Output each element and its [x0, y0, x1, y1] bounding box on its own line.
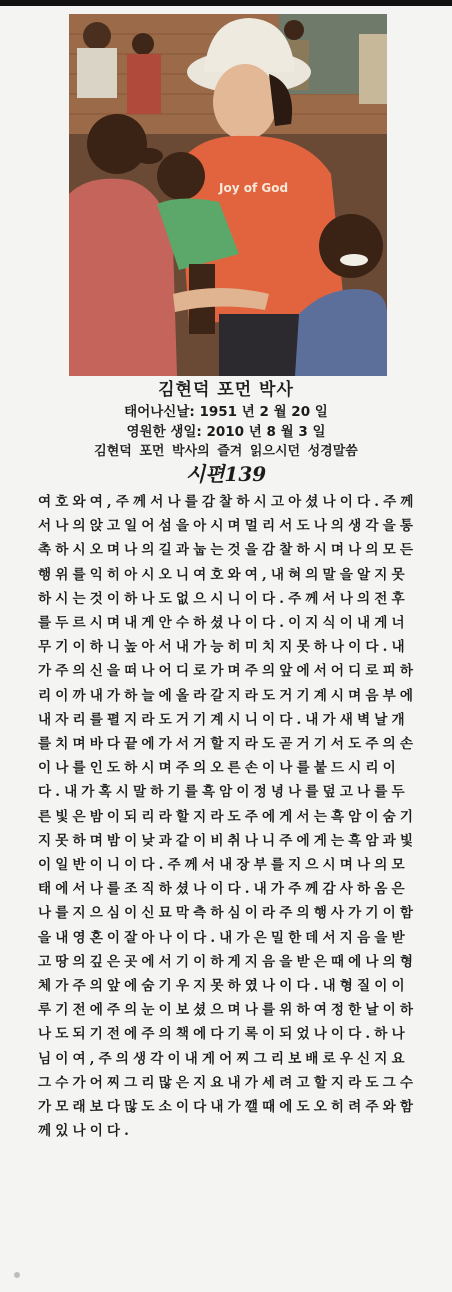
scripture-text: 여호와여,주께서나를감찰하시고아셨나이다.주께서나의앉고일어섬을아시며멀리서도나의생각을통촉하시오며나의길과눕는것을감찰하시며나의모든행위를익히아시오니여호와여,내혀의말을알지못하시는것이하나도없으시니이다.주께서나의전후를두르시며내게안수하셨나이다.이지식이내게너무기이하니높아서내가능히미치지못하나이다.내가주의신을떠나어디로가며주의앞에서어디로피하리이까내가하늘에올라갈지라도거기계시며음부에내자리를펼지라도거기계시니이다.내가새벽날개를치며바다끝에가서거할지라도곧거기서도주의손이나를인도하시며주의오른손이나를붙드시리이다.내가혹시말하기를흑암이정녕나를덮고나를두른빛은밤이되리라할지라도주에게서는흑암이숨기지못하며밤이낮과같이비취나니주에게는흑암과빛이일반이니이다.주께서내장부를지으시며나의모태에서나를조직하셨나이다.내가주께감사하옴은나를지으심이신묘막측하심이라주의행사가기이함을내영혼이잘아나이다.내가은밀한데서지음을받고땅의깊은곳에서기이하게지음을받은때에나의형체가주의앞에숨기우지못하였나이다.내형질이이루기전에주의눈이보셨으며나를위하여정한날이하나도되기전에주의책에다기록이되었나이다.하나님이여,주의생각이내게어찌그리보배로우신지요그수가어찌그리많은지요내가세려고할지라도그수가모래보다많도소이다내가깰때에도오히려주와함께있나이다.	[38, 494, 418, 1140]
birth-date: 태어나신날: 1951 년 2 월 20 일	[124, 404, 328, 420]
memorial-photo	[69, 14, 387, 376]
memorial-caption	[0, 376, 452, 486]
death-date: 영원한 생일: 2010 년 8 월 3 일	[126, 424, 326, 440]
psalm-title: 시편139	[185, 462, 267, 486]
verse-note: 김현덕 포먼 박사의 즐겨 읽으시던 성경말씀	[94, 444, 358, 459]
top-edge-strip	[0, 0, 452, 6]
corner-dot	[14, 1272, 20, 1278]
person-name: 김현덕 포먼 박사	[158, 380, 294, 400]
shirt-text: Joy of God	[219, 181, 289, 195]
